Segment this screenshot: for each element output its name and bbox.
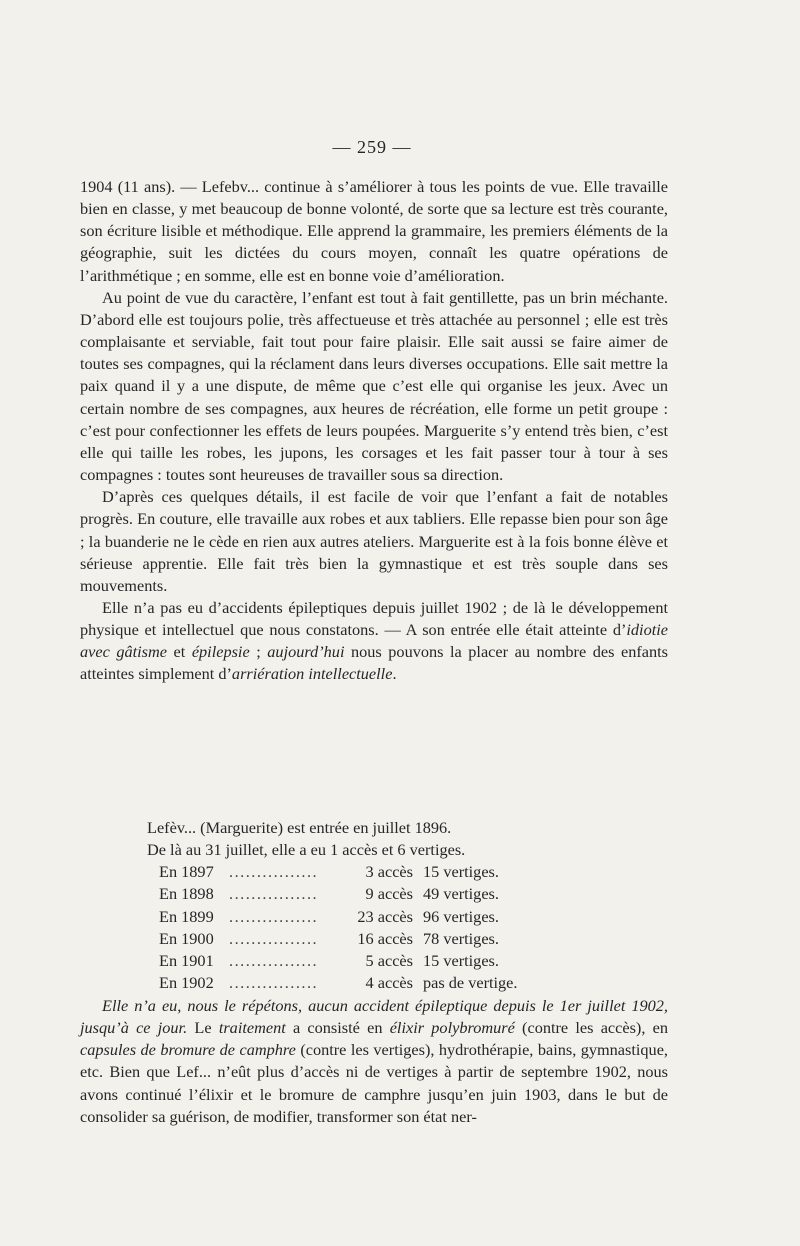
row-year: En 1898 xyxy=(159,884,214,904)
row-dots: ................ xyxy=(229,928,319,948)
p4-et: et xyxy=(167,642,192,662)
row-vertiges: 15 vertiges. xyxy=(423,950,499,970)
row-acces: 9 accès xyxy=(365,884,413,904)
row-vertiges: 96 vertiges. xyxy=(423,906,499,926)
p4-before: Elle n’a pas eu d’accidents épileptiques depuis juillet 1902 ; de là le développement physique et intellectuel que nous constatons. — A son entrée elle était atteinte d’ xyxy=(80,597,668,640)
table-row xyxy=(159,883,668,905)
p4-middle: nous pouvons la placer au nombre des enfants atteintes simplement d’ xyxy=(80,642,668,684)
closing-capsules: capsules de bromure de camphre xyxy=(80,1040,296,1060)
closing-t1: Le xyxy=(187,1018,219,1038)
row-vertiges: 15 vertiges. xyxy=(423,862,499,882)
closing-elixir: élixir polybromuré xyxy=(389,1018,515,1038)
row-acces: 23 accès xyxy=(357,906,413,926)
p4-idiotie: idiotie avec gâtisme xyxy=(80,620,668,662)
table-row xyxy=(159,928,668,950)
table-row xyxy=(159,972,668,994)
row-vertiges: pas de vertige. xyxy=(423,973,518,993)
p4-end: . xyxy=(392,664,397,684)
row-dots: ................ xyxy=(229,973,319,993)
closing-t2: a consisté en xyxy=(285,1018,390,1038)
row-acces: 3 accès xyxy=(365,862,413,882)
row-year: En 1900 xyxy=(159,928,214,948)
closing-italic: Elle n’a eu, nous le répétons, aucun accident épileptique depuis le 1er juillet 1902, jusqu’à ce jour. xyxy=(80,996,668,1038)
paragraph-4 xyxy=(80,597,668,686)
p4-arrieration: arriération intellectuelle xyxy=(231,664,393,684)
row-vertiges: 49 vertiges. xyxy=(423,884,499,904)
row-year: En 1901 xyxy=(159,950,214,970)
row-dots: ................ xyxy=(229,950,319,970)
row-acces: 5 accès xyxy=(365,950,413,970)
row-year: En 1897 xyxy=(159,862,214,882)
paragraph-1: 1904 (11 ans). — Lefebv... continue à s’améliorer à tous les points de vue. Elle travaille bien en classe, y met beaucoup de bonne volonté, de sorte que sa lecture est très courante, son écriture lisible et méthodique. Elle apprend la grammaire, les premiers éléments de la géographie, suit les dictées du cours moyen, connaît les quatre opérations de l’arithmétique ; en somme, elle est en bonne voie d’amélioration. xyxy=(80,177,668,285)
table-row xyxy=(159,950,668,972)
row-dots: ................ xyxy=(229,862,319,882)
page-number: — 259 — xyxy=(332,137,412,157)
table-row xyxy=(159,861,668,883)
body-text xyxy=(80,176,668,686)
p4-aujourdhui: aujourd’hui xyxy=(267,642,345,662)
paragraph-3: D’après ces quelques détails, il est facile de voir que l’enfant a fait de notables progrès. En couture, elle travaille aux robes et aux tabliers. Elle repasse bien pour son âge ; la buanderie ne le cède en rien aux autres ateliers. Marguerite est à la fois bonne élève et sérieuse apprentie. Elle fait très bien la gymnastique et est très souple dans ses mouvements. xyxy=(80,487,668,595)
p4-epilepsie: épilepsie xyxy=(191,642,250,662)
row-dots: ................ xyxy=(229,884,319,904)
table-line-1: Lefèv... (Marguerite) est entrée en juillet 1896. xyxy=(147,818,452,837)
row-acces: 16 accès xyxy=(357,928,413,948)
p4-colon: ; xyxy=(249,642,268,662)
paragraph-2: Au point de vue du caractère, l’enfant est tout à fait gentillette, pas un brin méchante. D’abord elle est toujours polie, très affectueuse et très attachée au personnel ; elle est très complaisante et serviable, fait tout pour faire plaisir. Elle sait aussi se faire aimer de toutes ses compagnes, qui la réclament dans leurs diverses occupations. Elle sait mettre la paix quand il y a une dispute, de même que c’est elle qui organise les jeux. Avec un certain nombre de ses compagnes, aux heures de récréation, elle forme un petit groupe : c’est pour confectionner les effets de leurs poupées. Marguerite s’y entend très bien, c’est elle qui taille les robes, les jupons, les corsages et les fait passer tour à tour à ses compagnes : toutes sont heureuses de travailler sous sa direction. xyxy=(80,287,668,485)
row-year: En 1902 xyxy=(159,973,214,993)
row-year: En 1899 xyxy=(159,906,214,926)
seizure-table xyxy=(80,817,668,994)
table-line-2: De là au 31 juillet, elle a eu 1 accès et 6 vertiges. xyxy=(147,840,466,860)
closing-text xyxy=(80,995,668,1128)
row-dots: ................ xyxy=(229,906,319,926)
closing-t4: (contre les vertiges), hydrothérapie, bains, gymnastique, etc. Bien que Lef... n’eût plus d’accès ni de vertiges à partir de septembre 1902, nous avons continué l’élixir et le bromure de camphre jusqu’en juin 1903, dans le but de consolider sa guérison, de modifier, transformer son état ner- xyxy=(80,1040,668,1126)
row-vertiges: 78 vertiges. xyxy=(423,928,499,948)
closing-t3: (contre les accès), en xyxy=(514,1018,669,1038)
table-row xyxy=(159,906,668,928)
closing-paragraph xyxy=(80,995,668,1128)
closing-traitement: traitement xyxy=(218,1018,286,1038)
row-acces: 4 accès xyxy=(365,973,413,993)
